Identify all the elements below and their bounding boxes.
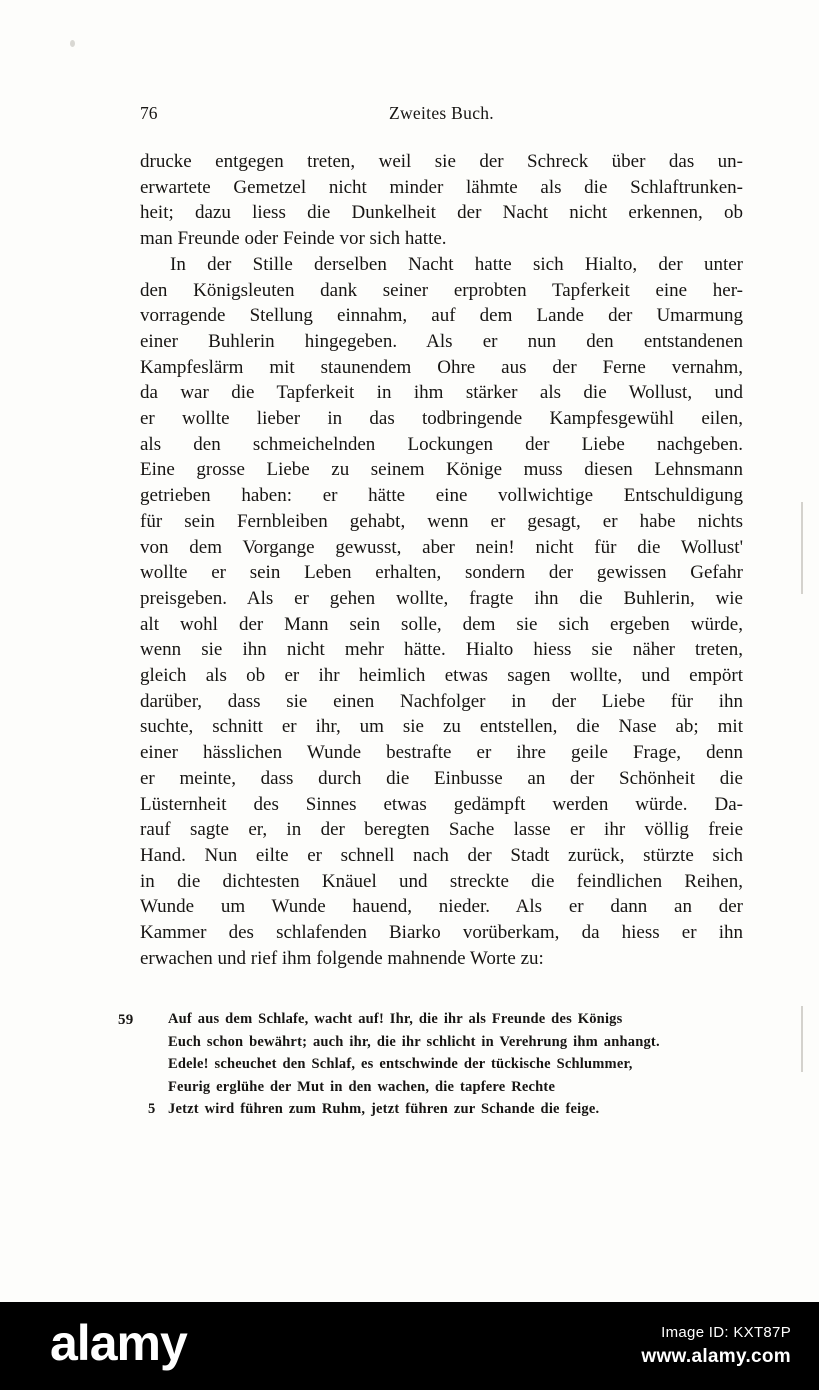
text-line: suchte, schnitt er ihr, um sie zu entstellen, die Nase ab; mit (140, 716, 743, 738)
text-line: erwachen und rief ihm folgende mahnende Worte zu: (140, 947, 544, 969)
text-line: drucke entgegen treten, weil sie der Schreck über das un- (140, 151, 743, 172)
text-line: Wunde um Wunde hauend, nieder. Als er dann an der (140, 896, 743, 918)
image-id-text: Image ID: KXT87P (661, 1324, 791, 1341)
text-line: er wollte lieber in das todbringende Kampfesgewühl eilen, (140, 408, 743, 430)
text-line: Kampfeslärm mit staunendem Ohre aus der Ferne vernahm, (140, 356, 743, 378)
verse-line-text: Jetzt wird führen zum Ruhm, jetzt führen zur Schande die feige. (168, 1101, 600, 1117)
text-line: einer Buhlerin hingegeben. Als er nun den entstandenen (140, 330, 743, 352)
verse-line (168, 1076, 755, 1099)
page-header-title: Zweites Buch. (389, 103, 494, 123)
text-line: wenn sie ihn nicht mehr hätte. Hialto hiess sie näher treten, (140, 639, 743, 661)
verse-line-text: Auf aus dem Schlafe, wacht auf! Ihr, die ihr als Freunde des Königs (168, 1011, 623, 1027)
text-line: alt wohl der Mann sein solle, dem sie sich ergeben würde, (140, 613, 743, 635)
watermark-bar (0, 1302, 819, 1390)
text-line: rauf sagte er, in der beregten Sache lasse er ihr völlig freie (140, 819, 743, 841)
alamy-url-text: www.alamy.com (641, 1346, 791, 1367)
text-line: darüber, dass sie einen Nachfolger in der Liebe für ihn (140, 690, 743, 712)
scan-artifact (70, 40, 75, 47)
verse-line-text: Edele! scheuchet den Schlaf, es entschwinde der tückische Schlummer, (168, 1056, 633, 1072)
verse-line-text: Euch schon bewährt; auch ihr, die ihr schlicht in Verehrung ihm anhangt. (168, 1033, 660, 1050)
verse-line (168, 1053, 755, 1076)
scan-artifact (801, 1006, 803, 1072)
alamy-logo: alamy (50, 1315, 187, 1371)
scan-artifact (801, 502, 803, 594)
text-line: getrieben haben: er hätte eine vollwichtige Entschuldigung (140, 485, 743, 507)
verse-line-text: Feurig erglühe der Mut in den wachen, die tapfere Rechte (168, 1078, 556, 1095)
verse-stanza-number: 59 (118, 1012, 134, 1028)
text-line: von dem Vorgange gewusst, aber nein! nicht für die Wollust' (140, 536, 743, 558)
text-line: er meinte, dass durch die Einbusse an der Schönheit die (140, 767, 743, 789)
page-number: 76 (140, 103, 158, 123)
text-line: als den schmeichelnden Lockungen der Liebe nachgeben. (140, 433, 743, 455)
text-line: Hand. Nun eilte er schnell nach der Stadt zurück, stürzte sich (140, 844, 743, 866)
body-text (140, 149, 743, 972)
text-line: den Königsleuten dank seiner erprobten Tapferkeit eine her- (140, 279, 743, 301)
text-line: preisgeben. Als er gehen wollte, fragte ihn die Buhlerin, wie (140, 587, 743, 609)
verse-lines (148, 1008, 755, 1121)
verse-line (168, 1031, 755, 1054)
text-line: in die dichtesten Knäuel und streckte die feindlichen Reihen, (140, 870, 743, 892)
verse-block (118, 1008, 755, 1121)
text-line: vorragende Stellung einnahm, auf dem Lande der Umarmung (140, 305, 743, 327)
text-line: wollte er sein Leben erhalten, sondern der gewissen Gefahr (140, 562, 743, 584)
text-line: Lüsternheit des Sinnes etwas gedämpft werden würde. Da- (140, 793, 743, 815)
text-line: erwartete Gemetzel nicht minder lähmte als die Schlaftrunken- (140, 176, 743, 198)
text-line: einer hässlichen Wunde bestrafte er ihre geile Frage, denn (140, 742, 743, 764)
text-line: Kammer des schlafenden Biarko vorüberkam, da hiess er ihn (140, 922, 743, 944)
text-line: gleich als ob er ihr heimlich etwas sagen wollte, und empört (140, 665, 743, 687)
verse-line (168, 1008, 755, 1031)
paragraph (140, 252, 743, 972)
verse-line (148, 1098, 755, 1121)
text-line: In der Stille derselben Nacht hatte sich Hialto, der unter (170, 253, 743, 275)
text-line: für sein Fernbleiben gehabt, wenn er gesagt, er habe nichts (140, 510, 743, 532)
verse-line-number: 5 (148, 1101, 156, 1117)
text-line: da war die Tapferkeit in ihm stärker als die Wollust, und (140, 382, 743, 404)
watermark-info (641, 1324, 791, 1368)
text-line: Eine grosse Liebe zu seinem Könige muss diesen Lehnsmann (140, 459, 743, 481)
paragraph (140, 149, 743, 252)
text-line: man Freunde oder Feinde vor sich hatte. (140, 228, 447, 250)
text-line: heit; dazu liess die Dunkelheit der Nacht nicht erkennen, ob (140, 202, 743, 224)
page-header (140, 103, 743, 127)
